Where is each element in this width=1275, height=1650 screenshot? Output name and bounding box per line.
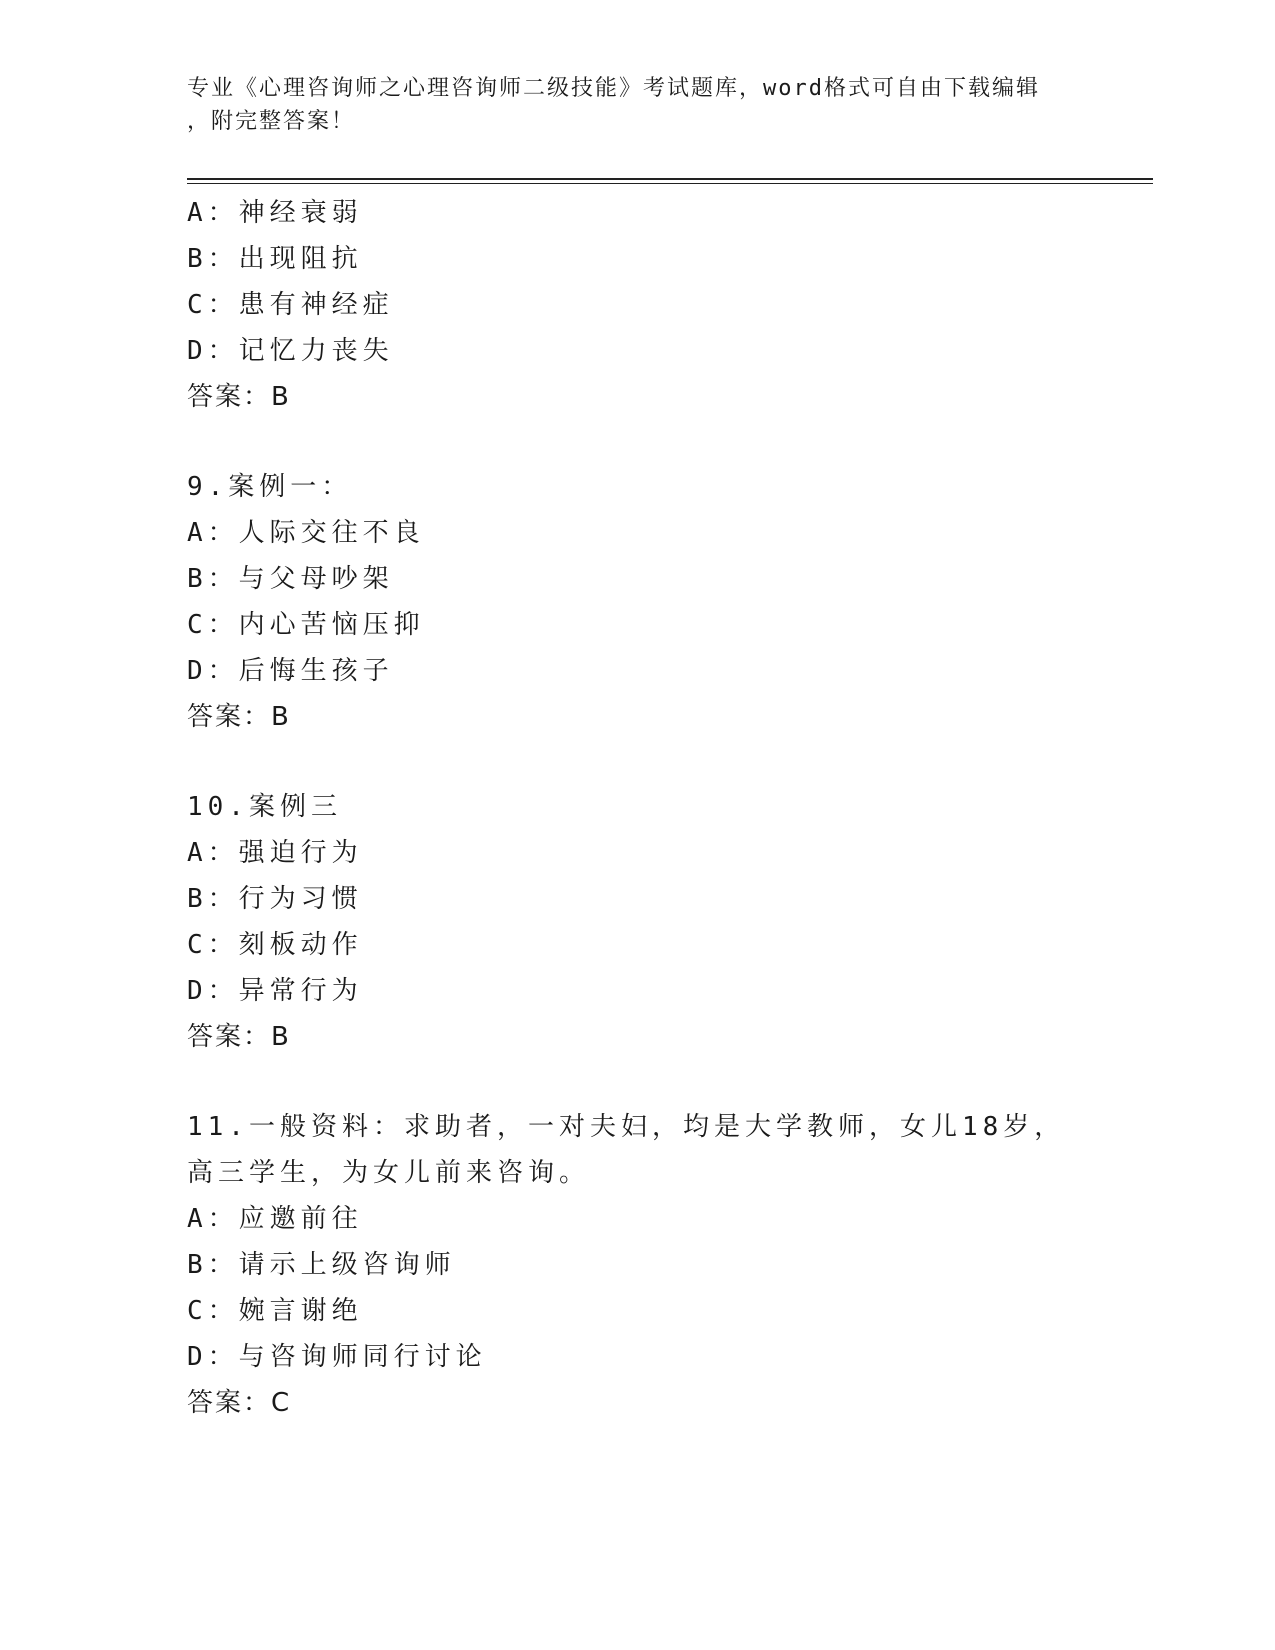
option-c: C：患有神经症 [187,290,394,320]
document-header: 专业《心理咨询师之心理咨询师二级技能》考试题库，word格式可自由下载编辑 ，附完整答案！ [187,76,1040,134]
question-text: 11.一般资料：求助者，一对夫妇，均是大学教师，女儿18岁，高三学生，为女儿前来咨询。 [187,1112,1066,1188]
answer-line: 答案：B [187,1022,291,1052]
option-c: C：内心苦恼压抑 [187,610,425,640]
option-d: D：后悔生孩子 [187,656,394,686]
header-divider-thick [187,178,1153,180]
question-block [187,464,1087,740]
option-c: C：刻板动作 [187,930,363,960]
answer-line: 答案：B [187,702,291,732]
question-text: 9.案例一： [187,472,353,502]
option-d: D：与咨询师同行讨论 [187,1342,487,1372]
question-block [187,784,1087,1060]
question-text: 10.案例三 [187,792,342,822]
question-block [187,1104,1087,1426]
answer-line: 答案：C [187,1388,292,1418]
question-block [187,190,1087,420]
option-b: B：行为习惯 [187,884,363,914]
option-b: B：请示上级咨询师 [187,1250,456,1280]
option-a: A：应邀前往 [187,1204,363,1234]
option-b: B：与父母吵架 [187,564,394,594]
option-d: D：记忆力丧失 [187,336,394,366]
option-a: A：人际交往不良 [187,518,425,548]
option-c: C：婉言谢绝 [187,1296,363,1326]
option-d: D：异常行为 [187,976,363,1006]
answer-line: 答案：B [187,382,291,412]
header-divider-thin [187,183,1153,184]
option-b: B：出现阻抗 [187,244,363,274]
option-a: A：强迫行为 [187,838,363,868]
question-list [187,190,1087,1426]
option-a: A：神经衰弱 [187,198,363,228]
